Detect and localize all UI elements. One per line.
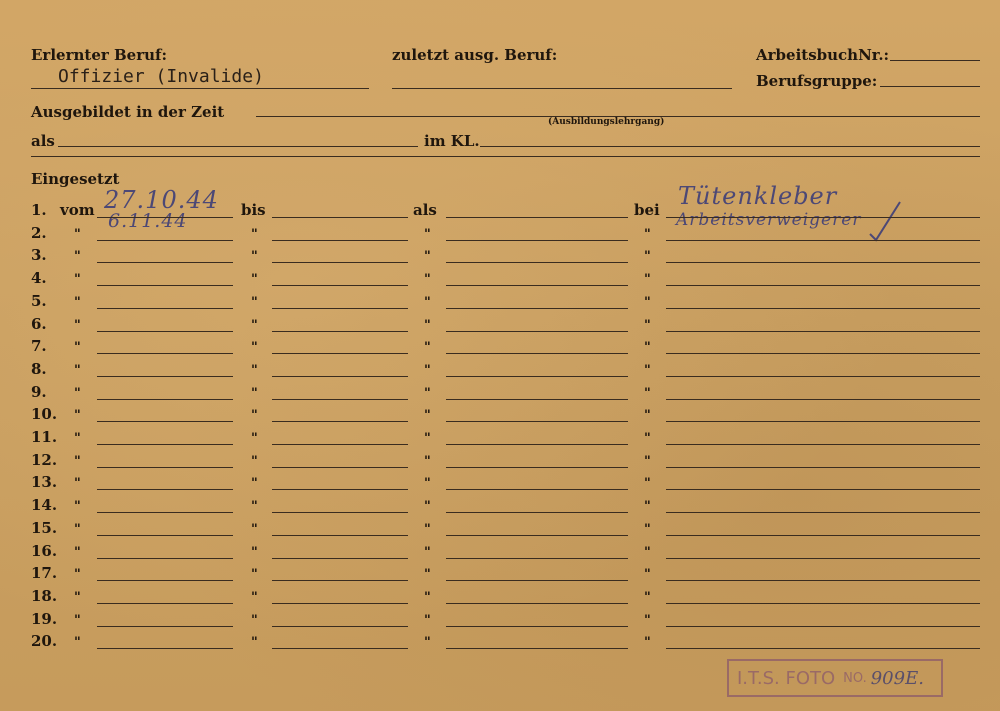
ditto-mark: " (424, 340, 431, 356)
erlernter-beruf-line (31, 88, 369, 89)
row-number: 7. (31, 337, 47, 356)
ditto-mark: " (74, 385, 81, 401)
ditto-mark: " (74, 249, 81, 265)
row-bei-line (666, 512, 980, 513)
row-number: 15. (31, 518, 58, 537)
row-vom-line (97, 240, 233, 241)
row-vom-line (97, 467, 233, 468)
row-als-line (446, 626, 628, 627)
row-bei-line (666, 648, 980, 649)
row-number: 3. (31, 246, 47, 265)
its-foto-stamp (727, 659, 943, 697)
row-bis-line (272, 467, 408, 468)
ditto-mark: " (251, 544, 258, 560)
ditto-mark: " (251, 340, 258, 356)
row-vom-line (97, 285, 233, 286)
row-number: 4. (31, 269, 47, 288)
row-bis-line (272, 512, 408, 513)
row-bis-line (272, 421, 408, 422)
row-number: 8. (31, 359, 47, 378)
row-als-line (446, 467, 628, 468)
row-number: 5. (31, 291, 47, 310)
ditto-mark: " (644, 408, 651, 424)
row1-vom-handwriting: 27.10.44 (104, 186, 219, 214)
row-als-line (446, 399, 628, 400)
ditto-mark: " (74, 635, 81, 651)
row1-bei-handwriting: Tütenkleber (678, 182, 838, 210)
ditto-mark: " (644, 567, 651, 583)
ditto-mark: " (424, 567, 431, 583)
ditto-mark: " (424, 499, 431, 515)
ditto-mark: " (644, 544, 651, 560)
row-als-line (446, 262, 628, 263)
ditto-mark: " (251, 612, 258, 628)
ditto-mark: " (644, 612, 651, 628)
ditto-mark: " (74, 362, 81, 378)
ditto-mark: " (644, 499, 651, 515)
arbeitsbuch-line (890, 60, 980, 61)
ditto-mark: " (644, 340, 651, 356)
row-vom-line (97, 512, 233, 513)
ditto-mark: " (424, 431, 431, 446)
row-number: 13. (31, 473, 58, 492)
row-als-line (446, 308, 628, 309)
row-number: 16. (31, 541, 58, 560)
ditto-mark: " (251, 317, 258, 333)
ditto-mark: " (424, 408, 431, 424)
ditto-mark: " (251, 272, 258, 288)
ditto-mark: " (74, 272, 81, 288)
bei-label: bei (634, 201, 660, 219)
ditto-mark: " (74, 521, 81, 537)
row-number: 17. (31, 564, 58, 583)
stamp-text: I.T.S. FOTO (737, 667, 836, 689)
ditto-mark: " (424, 272, 431, 288)
row-bei-line (666, 240, 980, 241)
row-bei-line (666, 353, 980, 354)
ditto-mark: " (74, 340, 81, 356)
row2-bei-handwriting: Arbeitsverweigerer (676, 210, 862, 230)
row-als-line (446, 285, 628, 286)
ditto-mark: " (644, 385, 651, 401)
ditto-mark: " (644, 226, 651, 242)
row-als-line (446, 331, 628, 332)
eingesetzt-title: Eingesetzt (31, 170, 120, 188)
im-kl-label: im KL. (424, 132, 480, 150)
row-number: 12. (31, 450, 58, 469)
ditto-mark: " (644, 431, 651, 446)
row-bei-line (666, 558, 980, 559)
row-bis-line (272, 444, 408, 445)
als-column-label: als (413, 201, 437, 219)
ditto-mark: " (74, 612, 81, 628)
row-als-line (446, 558, 628, 559)
row-number: 18. (31, 586, 58, 605)
ditto-mark: " (74, 317, 81, 333)
row-als-line (446, 353, 628, 354)
ditto-mark: " (251, 385, 258, 401)
ditto-mark: " (644, 521, 651, 537)
row-bei-line (666, 467, 980, 468)
row-bis-line (272, 262, 408, 263)
erlernter-beruf-label: Erlernter Beruf: (31, 46, 168, 64)
row-bis-line (272, 558, 408, 559)
row-number: 6. (31, 314, 47, 333)
row-bei-line (666, 626, 980, 627)
ausgebildet-label: Ausgebildet in der Zeit (31, 103, 225, 121)
ditto-mark: " (74, 431, 81, 446)
row-vom-line (97, 626, 233, 627)
row-vom-line (97, 217, 233, 218)
ditto-mark: " (424, 362, 431, 378)
row-vom-line (97, 603, 233, 604)
ditto-mark: " (424, 589, 431, 605)
erlernter-beruf-value: Offizier (Invalide) (58, 66, 264, 87)
arbeitsbuch-label: ArbeitsbuchNr.: (756, 46, 890, 64)
ditto-mark: " (251, 499, 258, 515)
row-vom-line (97, 331, 233, 332)
row-bei-line (666, 217, 980, 218)
ditto-mark: " (251, 294, 258, 310)
row-bis-line (272, 353, 408, 354)
row-number: 20. (31, 632, 58, 651)
row-bei-line (666, 535, 980, 536)
row-bei-line (666, 331, 980, 332)
ditto-mark: " (251, 567, 258, 583)
row-vom-line (97, 535, 233, 536)
ditto-mark: " (251, 476, 258, 492)
row-bis-line (272, 603, 408, 604)
row-vom-line (97, 399, 233, 400)
ditto-mark: " (644, 635, 651, 651)
ditto-mark: " (424, 453, 431, 469)
row-bis-line (272, 308, 408, 309)
stamp-no-label: NO. (843, 670, 867, 686)
vom-label: vom (60, 201, 95, 219)
ditto-mark: " (251, 453, 258, 469)
ditto-mark: " (424, 294, 431, 310)
ditto-mark: " (251, 635, 258, 651)
row-bis-line (272, 648, 408, 649)
row-bei-line (666, 285, 980, 286)
stamp-number: 909E. (870, 667, 924, 689)
row-als-line (446, 535, 628, 536)
row-als-line (446, 580, 628, 581)
row-vom-line (97, 262, 233, 263)
ditto-mark: " (644, 476, 651, 492)
row-bei-line (666, 580, 980, 581)
row-als-line (446, 217, 628, 218)
berufsgruppe-line (880, 86, 980, 87)
row-bis-line (272, 399, 408, 400)
row-bei-line (666, 603, 980, 604)
ditto-mark: " (644, 362, 651, 378)
row-vom-line (97, 421, 233, 422)
ditto-mark: " (74, 294, 81, 310)
ditto-mark: " (74, 226, 81, 242)
ditto-mark: " (74, 453, 81, 469)
ditto-mark: " (74, 589, 81, 605)
als-label: als (31, 132, 55, 150)
row-bei-line (666, 421, 980, 422)
ditto-mark: " (644, 453, 651, 469)
row-bei-line (666, 399, 980, 400)
row-bis-line (272, 331, 408, 332)
row-number: 1. (31, 201, 47, 219)
row-bei-line (666, 489, 980, 490)
row-number: 2. (31, 223, 47, 242)
row-bei-line (666, 376, 980, 377)
ditto-mark: " (251, 408, 258, 424)
berufsgruppe-label: Berufsgruppe: (756, 72, 878, 90)
ditto-mark: " (644, 272, 651, 288)
row-vom-line (97, 489, 233, 490)
ditto-mark: " (74, 567, 81, 583)
im-kl-line (480, 146, 980, 147)
row-als-line (446, 489, 628, 490)
ditto-mark: " (74, 499, 81, 515)
zuletzt-label: zuletzt ausg. Beruf: (392, 46, 558, 64)
row-als-line (446, 603, 628, 604)
ditto-mark: " (251, 589, 258, 605)
row-vom-line (97, 558, 233, 559)
row-als-line (446, 376, 628, 377)
ditto-mark: " (74, 544, 81, 560)
ditto-mark: " (424, 521, 431, 537)
als-line (58, 146, 418, 147)
row-als-line (446, 648, 628, 649)
row-vom-line (97, 353, 233, 354)
ditto-mark: " (74, 408, 81, 424)
ditto-mark: " (251, 521, 258, 537)
row-als-line (446, 421, 628, 422)
row-number: 10. (31, 405, 58, 424)
ditto-mark: " (424, 249, 431, 265)
row-number: 11. (31, 428, 58, 446)
row-number: 19. (31, 609, 58, 628)
row-als-line (446, 512, 628, 513)
row-vom-line (97, 580, 233, 581)
row-bei-line (666, 444, 980, 445)
ditto-mark: " (424, 385, 431, 401)
row-bei-line (666, 308, 980, 309)
ditto-mark: " (74, 476, 81, 492)
ditto-mark: " (644, 249, 651, 265)
row-vom-line (97, 648, 233, 649)
row-vom-line (97, 444, 233, 445)
row-number: 14. (31, 496, 58, 515)
ditto-mark: " (424, 544, 431, 560)
row-bei-line (666, 262, 980, 263)
ditto-mark: " (644, 294, 651, 310)
ditto-mark: " (251, 431, 258, 446)
row-als-line (446, 444, 628, 445)
row-bis-line (272, 376, 408, 377)
row-bis-line (272, 489, 408, 490)
ditto-mark: " (424, 226, 431, 242)
ausbildung-sublabel: (Ausbildungslehrgang) (548, 117, 665, 127)
ditto-mark: " (644, 589, 651, 605)
row-number: 9. (31, 382, 47, 401)
row-vom-line (97, 308, 233, 309)
ditto-mark: " (424, 476, 431, 492)
ditto-mark: " (251, 362, 258, 378)
row-bis-line (272, 626, 408, 627)
row2-vom-handwriting: 6.11.44 (108, 210, 188, 232)
section-divider (31, 156, 980, 157)
ditto-mark: " (644, 317, 651, 333)
row-bis-line (272, 535, 408, 536)
row-als-line (446, 240, 628, 241)
row-bis-line (272, 240, 408, 241)
checkmark-icon (860, 196, 920, 246)
ditto-mark: " (424, 317, 431, 333)
row-vom-line (97, 376, 233, 377)
bis-label: bis (241, 201, 266, 219)
row-bis-line (272, 580, 408, 581)
ditto-mark: " (251, 226, 258, 242)
row-bis-line (272, 217, 408, 218)
row-bis-line (272, 285, 408, 286)
ditto-mark: " (251, 249, 258, 265)
zuletzt-line (392, 88, 732, 89)
ditto-mark: " (424, 612, 431, 628)
ditto-mark: " (424, 635, 431, 651)
